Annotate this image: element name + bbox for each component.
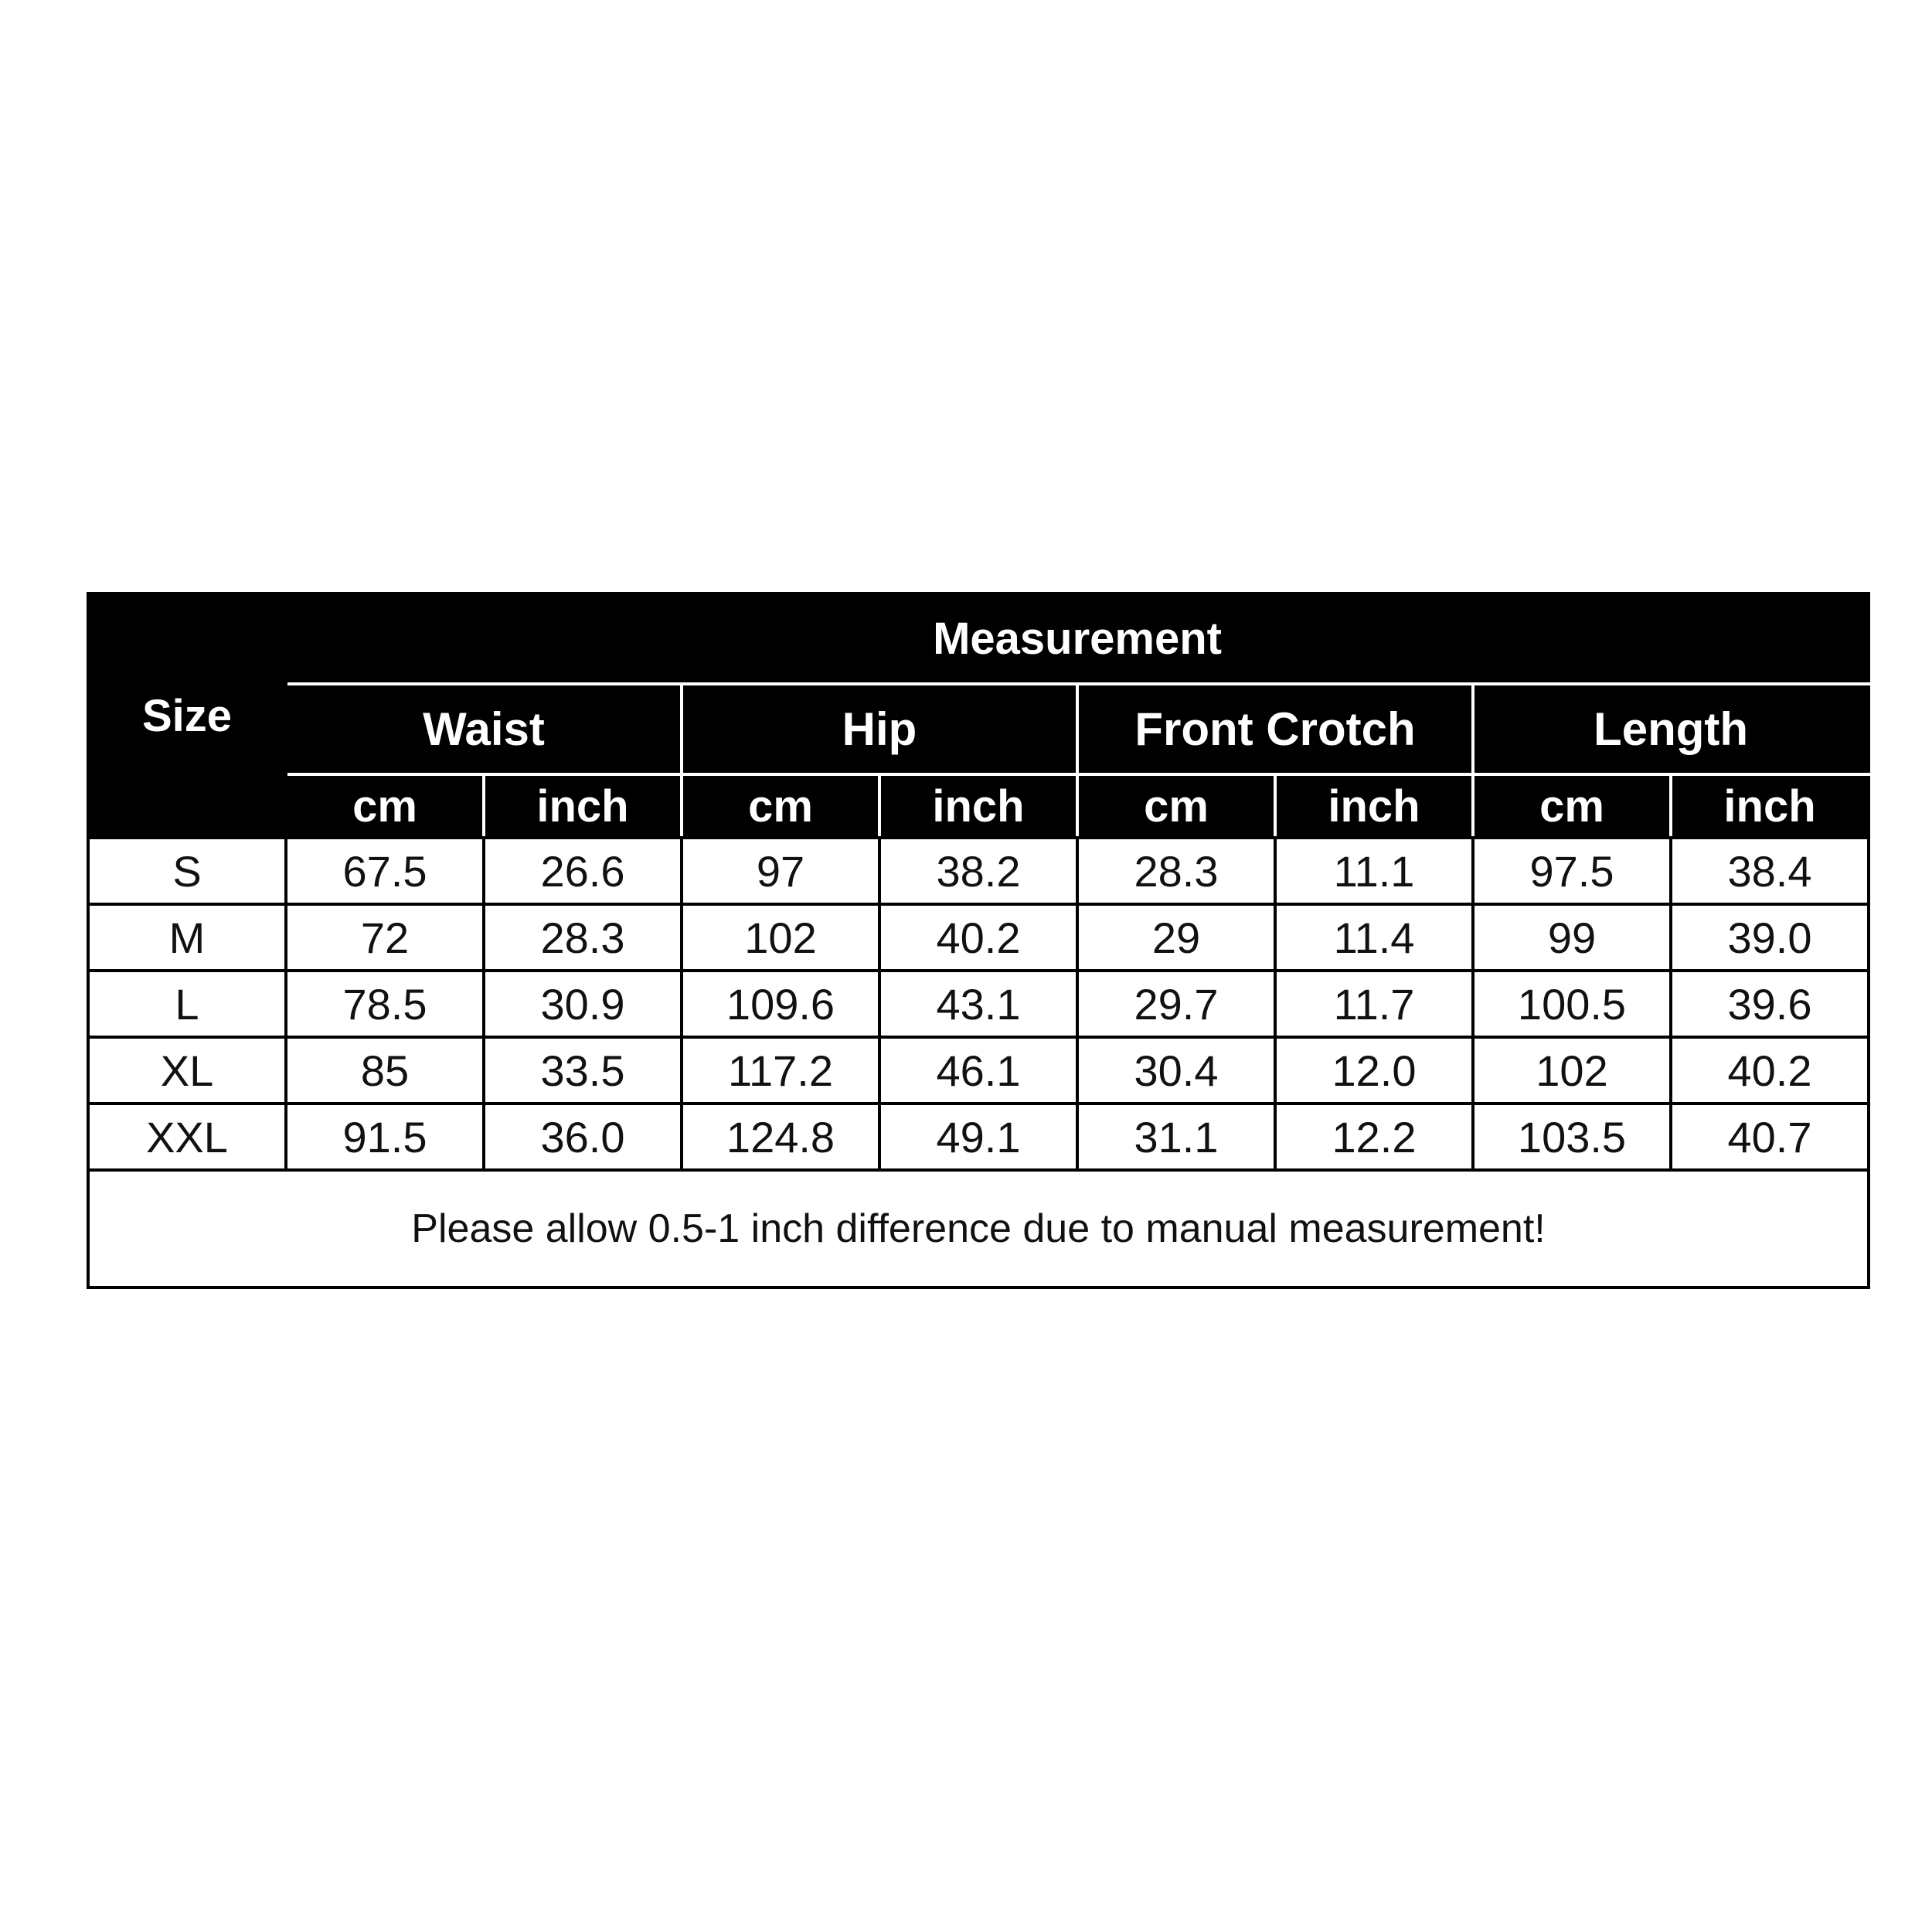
table-cell: 124.8 xyxy=(682,1104,879,1170)
table-cell: 102 xyxy=(1473,1037,1671,1104)
table-cell: 33.5 xyxy=(484,1037,682,1104)
table-cell: 28.3 xyxy=(1077,838,1275,904)
table-cell: 12.0 xyxy=(1275,1037,1473,1104)
table-cell: 40.2 xyxy=(1671,1037,1869,1104)
header-row-measurement xyxy=(88,594,1869,684)
size-column-header: Size xyxy=(88,594,286,838)
table-cell: 12.2 xyxy=(1275,1104,1473,1170)
header-row-units xyxy=(88,774,1869,838)
table-cell: 40.7 xyxy=(1671,1104,1869,1170)
size-cell: M xyxy=(88,904,286,971)
table-cell: 72 xyxy=(286,904,484,971)
table-cell: 97.5 xyxy=(1473,838,1671,904)
table-cell: 78.5 xyxy=(286,971,484,1037)
table-cell: 49.1 xyxy=(879,1104,1077,1170)
table-cell: 28.3 xyxy=(484,904,682,971)
table-row xyxy=(88,1037,1869,1104)
table-cell: 30.4 xyxy=(1077,1037,1275,1104)
size-cell: S xyxy=(88,838,286,904)
table-cell: 29.7 xyxy=(1077,971,1275,1037)
group-header-front-crotch: Front Crotch xyxy=(1077,684,1473,774)
unit-header: inch xyxy=(484,774,682,838)
table-cell: 38.4 xyxy=(1671,838,1869,904)
unit-header: inch xyxy=(1671,774,1869,838)
table-cell: 67.5 xyxy=(286,838,484,904)
group-header-waist: Waist xyxy=(286,684,682,774)
table-cell: 102 xyxy=(682,904,879,971)
unit-header: inch xyxy=(1275,774,1473,838)
group-header-length: Length xyxy=(1473,684,1869,774)
measurement-header: Measurement xyxy=(286,594,1869,684)
table-row xyxy=(88,838,1869,904)
group-header-hip: Hip xyxy=(682,684,1077,774)
table-cell: 109.6 xyxy=(682,971,879,1037)
table-cell: 39.6 xyxy=(1671,971,1869,1037)
table-cell: 97 xyxy=(682,838,879,904)
table-cell: 40.2 xyxy=(879,904,1077,971)
size-cell: L xyxy=(88,971,286,1037)
table-cell: 85 xyxy=(286,1037,484,1104)
table-row xyxy=(88,904,1869,971)
unit-header: cm xyxy=(682,774,879,838)
unit-header: cm xyxy=(1077,774,1275,838)
table-cell: 11.7 xyxy=(1275,971,1473,1037)
table-cell: 11.4 xyxy=(1275,904,1473,971)
measurement-note: Please allow 0.5-1 inch difference due to manual measurement! xyxy=(88,1170,1869,1287)
table-cell: 31.1 xyxy=(1077,1104,1275,1170)
unit-header: inch xyxy=(879,774,1077,838)
table-cell: 99 xyxy=(1473,904,1671,971)
note-row xyxy=(88,1170,1869,1287)
table-row xyxy=(88,1104,1869,1170)
size-cell: XXL xyxy=(88,1104,286,1170)
table-cell: 30.9 xyxy=(484,971,682,1037)
table-cell: 43.1 xyxy=(879,971,1077,1037)
header-row-groups xyxy=(88,684,1869,774)
table-cell: 39.0 xyxy=(1671,904,1869,971)
table-row xyxy=(88,971,1869,1037)
table-body xyxy=(88,838,1869,1287)
table-cell: 29 xyxy=(1077,904,1275,971)
table-cell: 38.2 xyxy=(879,838,1077,904)
size-cell: XL xyxy=(88,1037,286,1104)
table-cell: 11.1 xyxy=(1275,838,1473,904)
unit-header: cm xyxy=(286,774,484,838)
table-cell: 91.5 xyxy=(286,1104,484,1170)
size-chart-table xyxy=(87,592,1870,1289)
table-cell: 36.0 xyxy=(484,1104,682,1170)
table-cell: 46.1 xyxy=(879,1037,1077,1104)
table-cell: 26.6 xyxy=(484,838,682,904)
table-cell: 117.2 xyxy=(682,1037,879,1104)
table-cell: 103.5 xyxy=(1473,1104,1671,1170)
table-cell: 100.5 xyxy=(1473,971,1671,1037)
table-header xyxy=(88,594,1869,838)
unit-header: cm xyxy=(1473,774,1671,838)
